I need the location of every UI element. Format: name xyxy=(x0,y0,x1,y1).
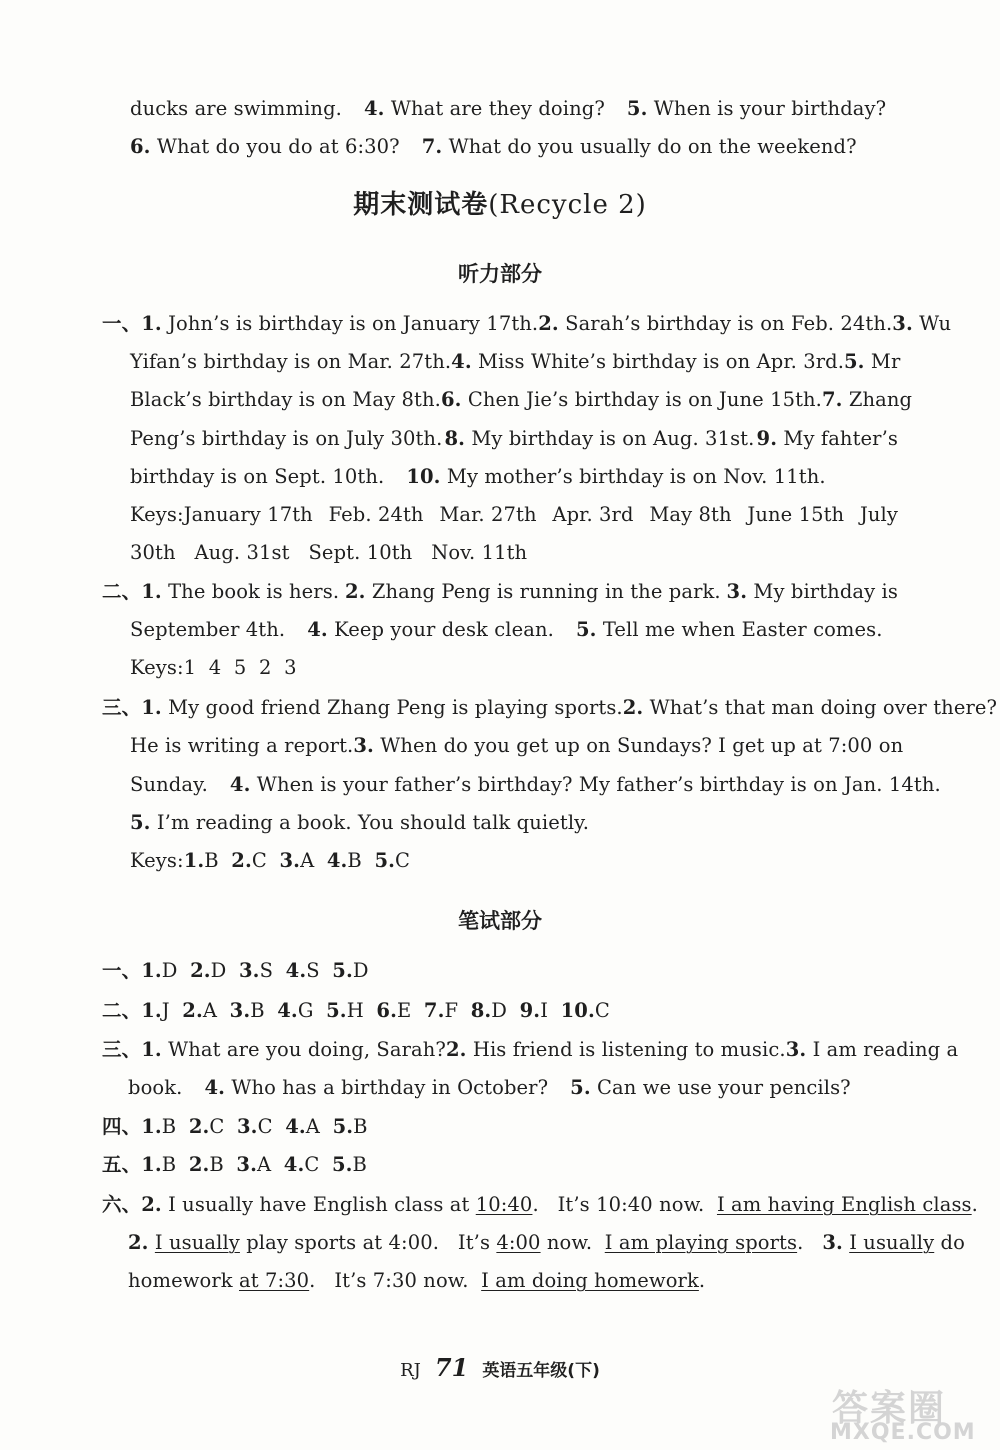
listening-q3-keys: Keys:1.B 2.C 3.A 4.B 5.C xyxy=(130,849,411,872)
listening-q2-keys: Keys:1 4 5 2 3 xyxy=(130,656,297,679)
writing-q2: 二、1.J 2.A 3.B 4.G 5.H 6.E 7.F 8.D 9.I 10.C xyxy=(102,999,610,1022)
top-line-2: 6. What do you do at 6:30? 7. What do you usually do on the weekend? xyxy=(130,135,857,158)
listening-q1-line-3: Black’s birthday is on May 8th. 6. Chen Jie’s birthday is on June 15th. 7. Zhang xyxy=(130,388,913,411)
writing-q6-line-1: 六、2. I usually have English class at 10:40. It’s 10:40 now. I am having English class. xyxy=(102,1193,978,1216)
listening-q1-line-2: Yifan’s birthday is on Mar. 27th. 4. Miss White’s birthday is on Apr. 3rd. 5. Mr xyxy=(130,350,901,373)
top-line-1: ducks are swimming. 4. What are they doing? 5. When is your birthday? xyxy=(130,97,887,120)
writing-q6-line-2: 2. I usually play sports at 4:00. It’s 4:00 now. I am playing sports. 3. I usually do xyxy=(128,1231,965,1254)
listening-q3-line-1: 三、1. My good friend Zhang Peng is playing sports. 2. What’s that man doing over there? xyxy=(102,696,998,719)
writing-q4: 四、1.B 2.C 3.C 4.A 5.B xyxy=(102,1115,368,1138)
listening-heading: 听力部分 xyxy=(458,262,542,286)
writing-q6-line-3: homework at 7:30. It’s 7:30 now. I am doing homework. xyxy=(128,1269,706,1292)
writing-q3-line-1: 三、1. What are you doing, Sarah? 2. His friend is listening to music. 3. I am reading a xyxy=(102,1038,959,1061)
writing-heading: 笔试部分 xyxy=(458,909,542,933)
listening-q1-keys-line-1: Keys:January 17th Feb. 24th Mar. 27th Apr. 3rd May 8th June 15th July xyxy=(130,503,898,526)
writing-q1: 一、1.D 2.D 3.S 4.S 5.D xyxy=(102,959,369,982)
listening-q2-line-1: 二、1. The book is hers. 2. Zhang Peng is running in the park. 3. My birthday is xyxy=(102,580,898,603)
page-title: 期末测试卷(Recycle 2) xyxy=(353,190,647,220)
listening-q2-line-2: September 4th. 4. Keep your desk clean. 5. Tell me when Easter comes. xyxy=(130,618,883,641)
listening-q1-line-1: 一、1. John’s is birthday is on January 17th. 2. Sarah’s birthday is on Feb. 24th. 3. Wu xyxy=(102,312,952,335)
page-footer xyxy=(0,1353,1000,1382)
listening-q1-line-5: birthday is on Sept. 10th. 10. My mother’s birthday is on Nov. 11th. xyxy=(130,465,826,488)
listening-q3-line-4: 5. I’m reading a book. You should talk quietly. xyxy=(130,811,589,834)
writing-q3-line-2: book. 4. Who has a birthday in October? 5. Can we use your pencils? xyxy=(128,1076,851,1099)
footer-code: RJ xyxy=(400,1360,421,1381)
listening-q3-line-3: Sunday. 4. When is your father’s birthday? My father’s birthday is on Jan. 14th. xyxy=(130,773,941,796)
writing-q5: 五、1.B 2.B 3.A 4.C 5.B xyxy=(102,1153,367,1176)
footer-subject: 英语五年级(下) xyxy=(482,1361,600,1381)
listening-q1-line-4: Peng’s birthday is on July 30th. 8. My birthday is on Aug. 31st. 9. My fahter’s xyxy=(130,427,898,450)
watermark-logo: 答案圈 MXQE.COM xyxy=(830,1388,976,1445)
page-number: 71 xyxy=(434,1353,469,1382)
listening-q1-keys-line-2: 30th Aug. 31st Sept. 10th Nov. 11th xyxy=(130,541,528,564)
listening-q3-line-2: He is writing a report. 3. When do you get up on Sundays? I get up at 7:00 on xyxy=(130,734,904,757)
